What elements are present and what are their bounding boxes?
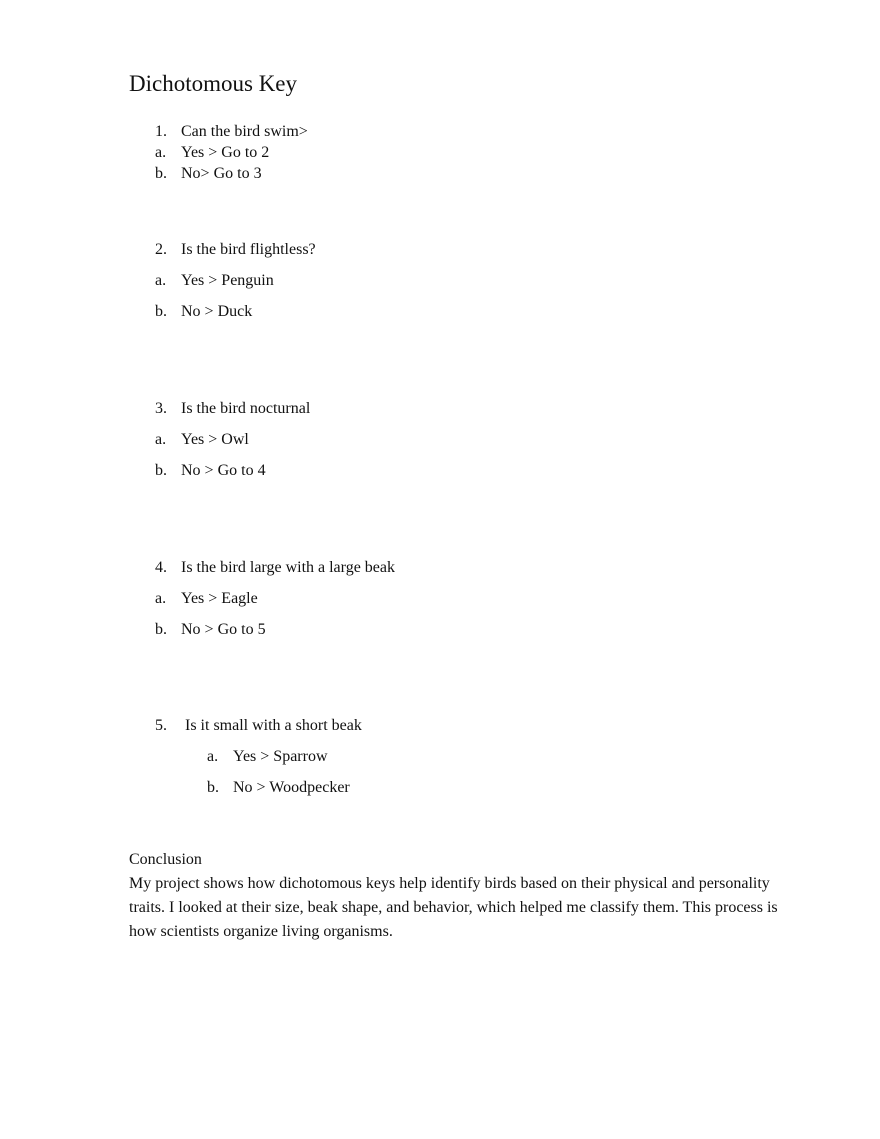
option-text: Yes > Sparrow xyxy=(233,748,328,765)
option-marker: b. xyxy=(155,621,167,638)
option-marker: b. xyxy=(155,165,167,182)
conclusion-paragraph: My project shows how dichotomous keys help identify birds based on their physical and personality traits. I looked at their size, beak shape, and behavior, which helped me classify them. This process is how scientists organize living organisms. xyxy=(129,875,778,940)
option-text: No > Duck xyxy=(181,303,253,320)
conclusion-heading: Conclusion xyxy=(129,851,202,868)
option-marker: b. xyxy=(155,462,167,479)
option-text: Yes > Go to 2 xyxy=(181,144,270,161)
option-text: No > Woodpecker xyxy=(233,779,350,796)
question-text: Can the bird swim> xyxy=(181,123,308,140)
page-title: Dichotomous Key xyxy=(129,71,298,96)
question-text: Is the bird flightless? xyxy=(181,241,316,258)
question-number: 3. xyxy=(155,400,167,417)
option-text: No> Go to 3 xyxy=(181,165,262,182)
option-marker: a. xyxy=(155,431,167,448)
option-text: Yes > Penguin xyxy=(181,272,274,289)
option-marker: a. xyxy=(155,272,167,289)
option-marker: a. xyxy=(155,144,167,161)
option-marker: b. xyxy=(155,303,167,320)
question-number: 1. xyxy=(155,123,167,140)
question-number: 2. xyxy=(155,241,167,258)
question-number: 5. xyxy=(155,717,167,734)
option-marker: a. xyxy=(155,590,167,607)
option-text: Yes > Owl xyxy=(181,431,249,448)
question-text: Is the bird nocturnal xyxy=(181,400,311,417)
option-marker: a. xyxy=(207,748,219,765)
option-text: Yes > Eagle xyxy=(181,590,258,607)
question-number: 4. xyxy=(155,559,167,576)
option-marker: b. xyxy=(207,779,219,796)
option-text: No > Go to 4 xyxy=(181,462,266,479)
question-text: Is it small with a short beak xyxy=(185,717,362,734)
option-text: No > Go to 5 xyxy=(181,621,266,638)
question-text: Is the bird large with a large beak xyxy=(181,559,395,576)
